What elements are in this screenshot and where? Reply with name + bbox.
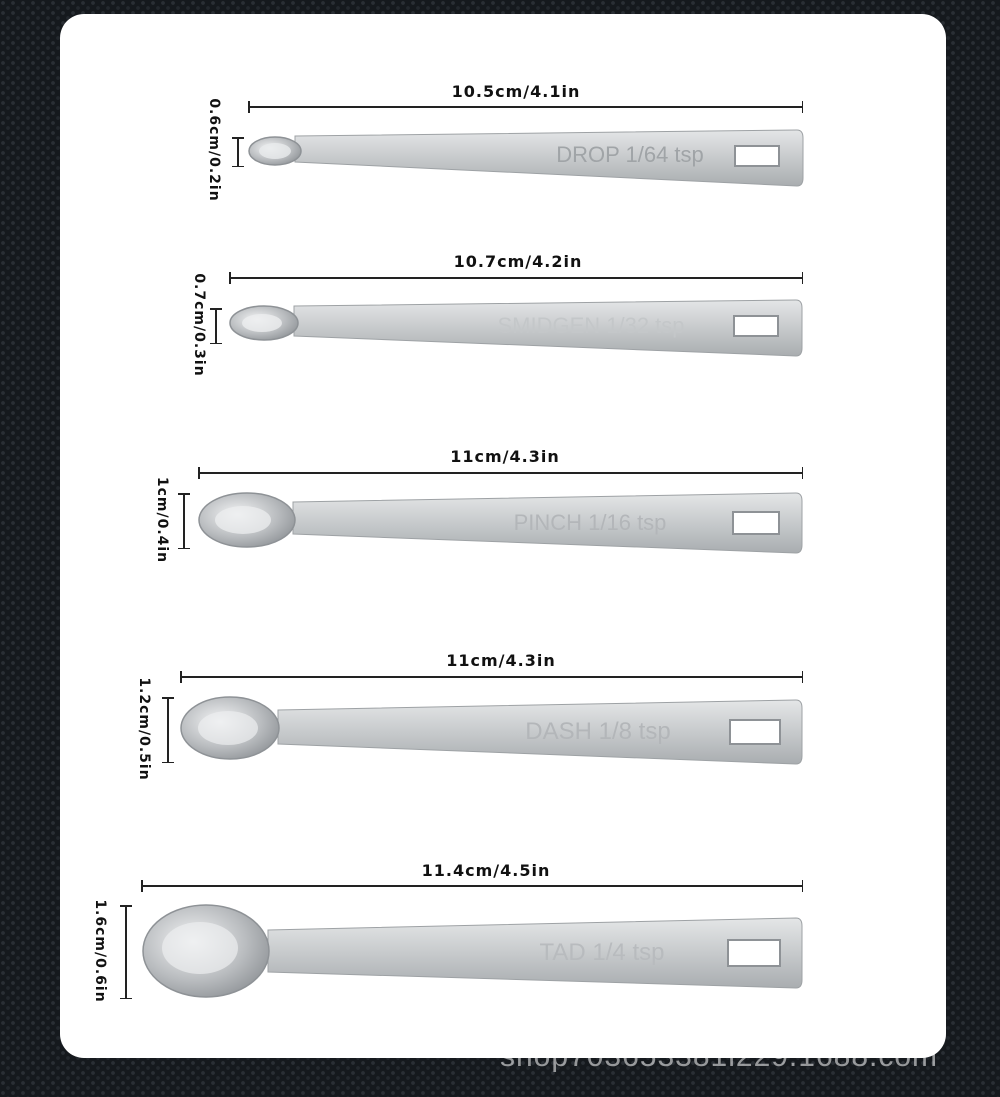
width-dimension-5 xyxy=(120,905,132,999)
shop-watermark: shop703653381i229.1688.com xyxy=(500,1040,939,1073)
width-label-2: 0.7cm/0.3in xyxy=(191,273,207,377)
length-dimension-2 xyxy=(229,272,803,284)
width-label-3: 1cm/0.4in xyxy=(154,476,170,564)
length-label-2: 10.7cm/4.2in xyxy=(453,252,583,271)
width-dimension-2 xyxy=(210,308,222,344)
length-label-5: 11.4cm/4.5in xyxy=(421,861,551,880)
width-dimension-3 xyxy=(178,493,190,549)
spoon-tad xyxy=(140,902,810,1002)
length-label-4: 11cm/4.3in xyxy=(446,651,556,670)
spoon-smidgen xyxy=(226,296,810,360)
engraving-3: PINCH 1/16 tsp xyxy=(513,510,667,535)
length-dimension-5 xyxy=(141,880,803,892)
spoon-drop xyxy=(245,126,810,190)
spoon-dash xyxy=(178,694,810,766)
engraving-4: DASH 1/8 tsp xyxy=(525,718,671,745)
width-dimension-4 xyxy=(162,697,174,763)
engraving-2: SMIDGEN 1/32 tsp xyxy=(497,313,685,338)
length-dimension-3 xyxy=(198,467,803,479)
length-label-3: 11cm/4.3in xyxy=(450,447,560,466)
engraving-1: DROP 1/64 tsp xyxy=(556,142,704,167)
width-label-5: 1.6cm/0.6in xyxy=(92,899,108,1003)
engraving-5: TAD 1/4 tsp xyxy=(539,939,665,966)
length-dimension-1 xyxy=(248,101,803,113)
length-dimension-4 xyxy=(180,671,803,683)
width-dimension-1 xyxy=(232,137,244,167)
spoon-pinch xyxy=(195,490,810,554)
width-label-4: 1.2cm/0.5in xyxy=(136,677,152,781)
width-label-1: 0.6cm/0.2in xyxy=(206,98,222,202)
length-label-1: 10.5cm/4.1in xyxy=(451,82,581,101)
